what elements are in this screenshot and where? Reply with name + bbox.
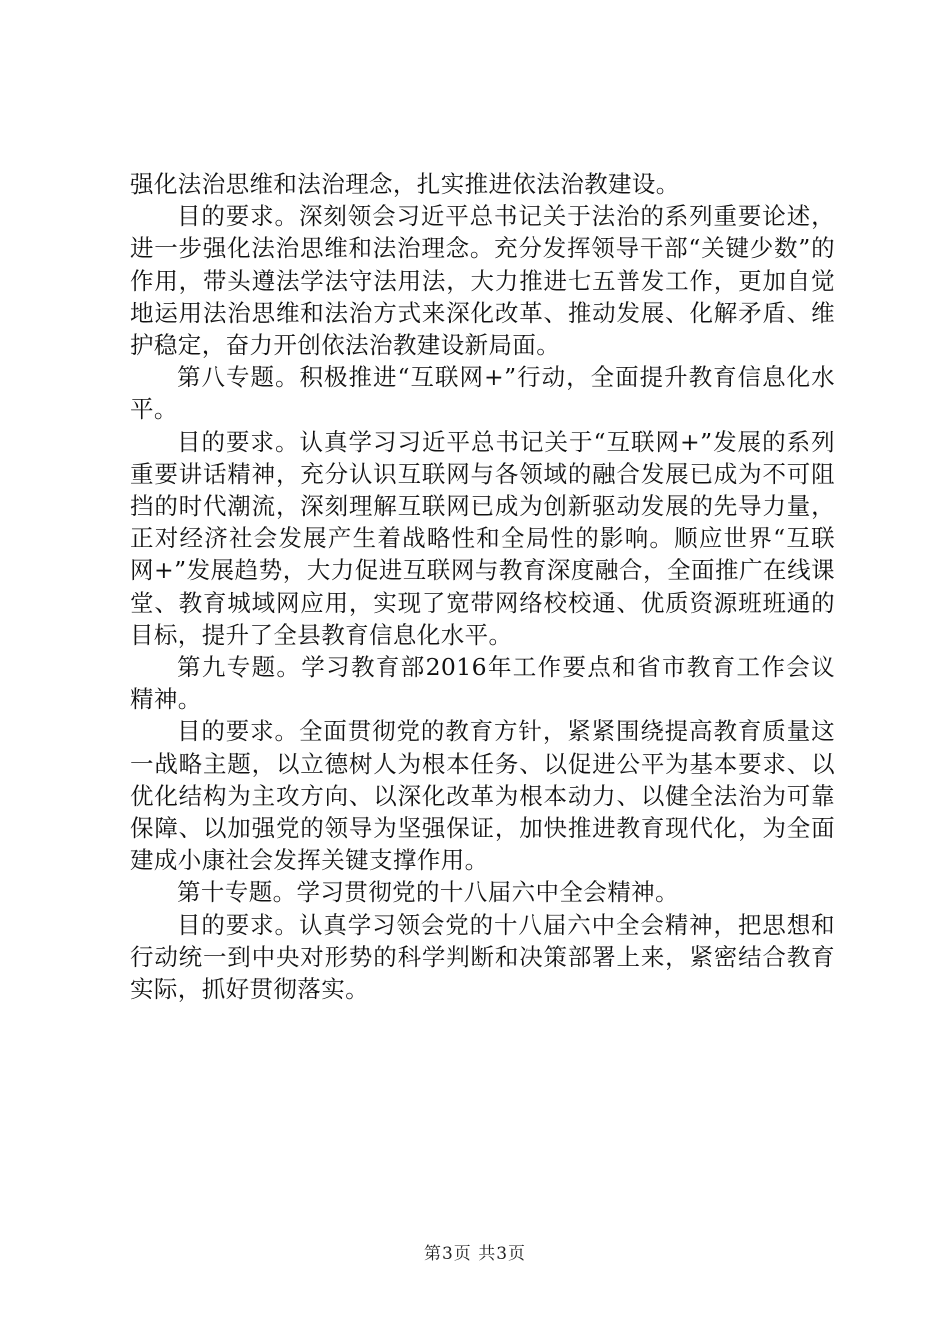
- paragraph-topic-8: 第八专题。积极推进“互联网+”行动，全面提升教育信息化水平。: [130, 363, 835, 424]
- paragraph-topic-9: 第九专题。学习教育部2016年工作要点和省市教育工作会议精神。: [130, 653, 835, 714]
- page-footer: [0, 1243, 950, 1265]
- paragraph-requirement-7: 目的要求。深刻领会习近平总书记关于法治的系列重要论述，进一步强化法治思维和法治理念。充分发挥领导干部“关键少数”的作用，带头遵法学法守法用法，大力推进七五普发工作，更加自觉地运用法治思维和法治方式来深化改革、推动发展、化解矛盾、维护稳定，奋力开创依法治教建设新局面。: [130, 202, 835, 360]
- paragraph-topic-10: 第十专题。学习贯彻党的十八届六中全会精神。: [177, 878, 679, 907]
- paragraph-requirement-8: 目的要求。认真学习习近平总书记关于“互联网+”发展的系列重要讲话精神，充分认识互联网与各领域的融合发展已成为不可阻挡的时代潮流，深刻理解互联网已成为创新驱动发展的先导力量，正对经济社会发展产生着战略性和全局性的影响。顺应世界“互联网+”发展趋势，大力促进互联网与教育深度融合，全面推广在线课堂、教育城域网应用，实现了宽带网络校校通、优质资源班班通的目标，提升了全县教育信息化水平。: [130, 427, 835, 649]
- paragraph-requirement-9: 目的要求。全面贯彻党的教育方针，紧紧围绕提高教育质量这一战略主题，以立德树人为根本任务、以促进公平为基本要求、以优化结构为主攻方向、以深化改革为根本动力、以健全法治为可靠保障、以加强党的领导为坚强保证，加快推进教育现代化，为全面建成小康社会发挥关键支撑作用。: [130, 717, 835, 875]
- paragraph-continuation: 强化法治思维和法治理念，扎实推进依法治教建设。: [130, 170, 680, 198]
- page-number-label: 第3页 共3页: [423, 1244, 527, 1264]
- document-body: [130, 168, 835, 1005]
- paragraph-requirement-10: 目的要求。认真学习领会党的十八届六中全会精神，把思想和行动统一到中央对形势的科学判断和决策部署上来，紧密结合教育实际，抓好贯彻落实。: [130, 910, 835, 1004]
